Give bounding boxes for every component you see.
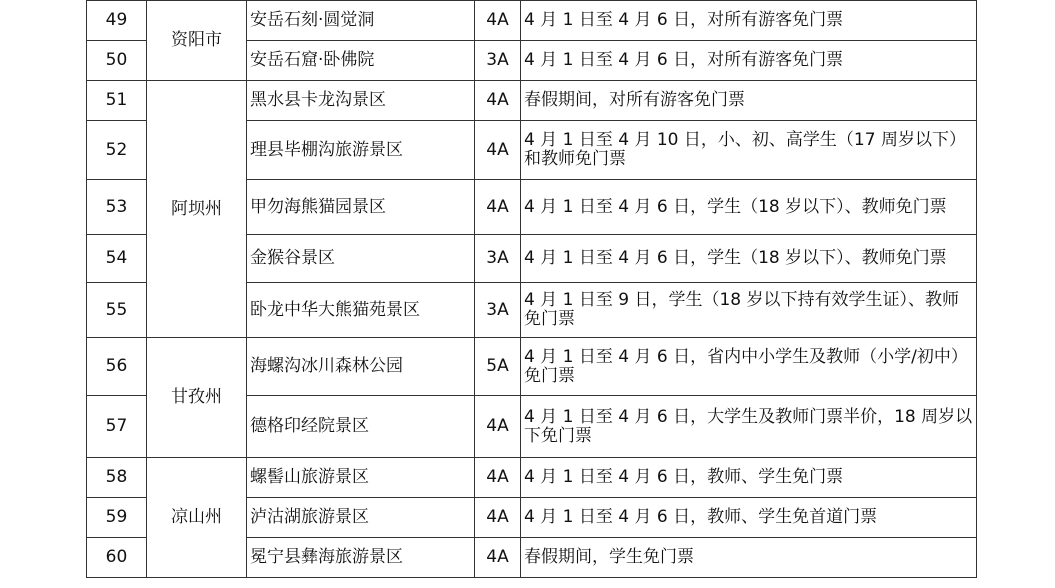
free-ticket-policy: 春假期间，对所有游客免门票 [521,81,977,121]
scenic-spots-table [86,0,977,578]
scenic-name: 冕宁县彝海旅游景区 [247,538,475,578]
scenic-level: 4A [475,396,521,458]
scenic-level: 3A [475,235,521,283]
row-number: 53 [87,180,147,235]
free-ticket-policy: 4 月 1 日至 4 月 6 日，学生（18 岁以下）、教师免门票 [521,180,977,235]
row-number: 54 [87,235,147,283]
scenic-name: 黑水县卡龙沟景区 [247,81,475,121]
scenic-level: 4A [475,121,521,180]
free-ticket-policy: 4 月 1 日至 4 月 10 日，小、初、高学生（17 周岁以下）和教师免门票 [521,121,977,180]
scenic-level: 4A [475,180,521,235]
scenic-name: 卧龙中华大熊猫苑景区 [247,283,475,338]
scenic-name: 金猴谷景区 [247,235,475,283]
free-ticket-policy: 4 月 1 日至 4 月 6 日，教师、学生免门票 [521,458,977,498]
scenic-level: 4A [475,538,521,578]
region-cell: 阿坝州 [147,81,247,338]
free-ticket-policy: 4 月 1 日至 9 日，学生（18 岁以下持有效学生证）、教师免门票 [521,283,977,338]
scenic-name: 德格印经院景区 [247,396,475,458]
scenic-name: 甲勿海熊猫园景区 [247,180,475,235]
row-number: 52 [87,121,147,180]
scenic-level: 4A [475,498,521,538]
region-cell: 甘孜州 [147,338,247,458]
scenic-level: 4A [475,81,521,121]
row-number: 60 [87,538,147,578]
table-row [87,1,977,41]
free-ticket-policy: 春假期间，学生免门票 [521,538,977,578]
scenic-level: 4A [475,1,521,41]
table-row [87,81,977,121]
scenic-name: 安岳石窟·卧佛院 [247,41,475,81]
table-row [87,458,977,498]
free-ticket-policy: 4 月 1 日至 4 月 6 日，省内中小学生及教师（小学/初中）免门票 [521,338,977,396]
scenic-name: 泸沽湖旅游景区 [247,498,475,538]
row-number: 59 [87,498,147,538]
region-cell: 凉山州 [147,458,247,578]
scenic-level: 4A [475,458,521,498]
row-number: 57 [87,396,147,458]
free-ticket-policy: 4 月 1 日至 4 月 6 日，对所有游客免门票 [521,41,977,81]
table-row [87,338,977,396]
row-number: 51 [87,81,147,121]
scenic-name: 安岳石刻·圆觉洞 [247,1,475,41]
row-number: 58 [87,458,147,498]
scenic-name: 理县毕棚沟旅游景区 [247,121,475,180]
row-number: 50 [87,41,147,81]
free-ticket-policy: 4 月 1 日至 4 月 6 日，对所有游客免门票 [521,1,977,41]
scenic-name: 海螺沟冰川森林公园 [247,338,475,396]
scenic-level: 3A [475,41,521,81]
row-number: 49 [87,1,147,41]
region-cell: 资阳市 [147,1,247,81]
scenic-level: 3A [475,283,521,338]
free-ticket-policy: 4 月 1 日至 4 月 6 日，教师、学生免首道门票 [521,498,977,538]
scenic-name: 螺髻山旅游景区 [247,458,475,498]
free-ticket-policy: 4 月 1 日至 4 月 6 日，学生（18 岁以下）、教师免门票 [521,235,977,283]
free-ticket-policy: 4 月 1 日至 4 月 6 日，大学生及教师门票半价，18 周岁以下免门票 [521,396,977,458]
row-number: 55 [87,283,147,338]
row-number: 56 [87,338,147,396]
scenic-level: 5A [475,338,521,396]
